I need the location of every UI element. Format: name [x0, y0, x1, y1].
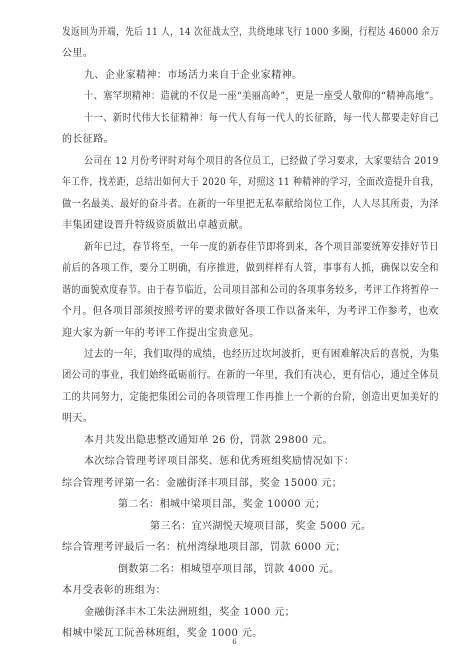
- text-line-19: 明天。: [62, 413, 94, 424]
- text-line-29: 相城中梁瓦工阮善林班组，奖金 1000 元。: [62, 628, 263, 639]
- text-line-10: 丰集团建设晋升特级资质做出卓越贡献。: [62, 220, 250, 231]
- text-line-9: 做一名最美、最好的奋斗者。在新的一年里把无私奉献给岗位工作，人人尽其所责，为泽: [62, 199, 439, 210]
- text-line-15: 迎大家为新一年的考评工作提出宝贵意见。: [62, 328, 260, 339]
- text-line-16: 过去的一年，我们取得的成绩，也经历过坎坷波折，更有困难解决后的喜悦，为集: [84, 349, 440, 360]
- text-line-2: 公里。: [62, 48, 94, 59]
- text-line-1: 发返回为开端，先后 11 人，14 次征战太空，共绕地球飞行 1000 多圈，行程达 46000 余万: [62, 27, 440, 38]
- text-line-14: 个月。但各项目部须按照考评的要求做好各项工作以备来年，为考评工作参考，也欢: [62, 306, 439, 317]
- text-line-23: 第二名：相城中梁项目部，奖金 10000 元；: [118, 499, 326, 510]
- text-line-26: 倒数第二名：相城望亭项目部，罚款 4000 元。: [118, 564, 340, 575]
- text-line-22: 综合管理考评第一名：金融街泽丰项目部，奖金 15000 元；: [62, 478, 343, 489]
- text-line-13: 谐的面貌欢度春节。由于春节临近，公司项目部和公司的各项事务较多，考评工作将暂停一: [62, 285, 439, 296]
- text-line-21: 本次综合管理考评项目部奖、惩和优秀班组奖励情况如下：: [84, 456, 355, 467]
- text-line-3: 九、企业家精神：市场活力来自于企业家精神。: [84, 70, 303, 81]
- text-line-7: 公司在 12 月份考评时对每个项目的各位员工，已经做了学习要求，大家要结合 2019: [84, 156, 439, 167]
- text-line-25: 综合管理考评最后一名：杭州湾绿地项目部，罚款 6000 元；: [62, 542, 346, 553]
- text-line-6: 的长征路。: [62, 134, 114, 145]
- text-line-20: 本月共发出隐患整改通知单 26 份，罚款 29800 元。: [84, 435, 333, 446]
- text-line-28: 金融街泽丰木工朱法洲班组，奖金 1000 元；: [84, 607, 296, 618]
- page-number: 6: [232, 638, 237, 646]
- text-line-18: 工的共同努力，定能把集团公司的各项管理工作再推上一个新的台阶，创造出更加美好的: [62, 392, 439, 403]
- text-line-12: 前后的各项工作，要分工明确，有序推进，做到样样有人管，事事有人抓，确保以安全和: [62, 263, 439, 274]
- text-line-4: 十、塞罕坝精神：造就的不仅是一座“美丽高岭”，更是一座受人敬仰的“精神高地”。: [84, 91, 440, 102]
- text-line-8: 年工作，找差距，总结出如何大于 2020 年，对照这 11 种精神的学习，全面改造提升自我，: [62, 177, 440, 188]
- text-line-11: 新年已过，春节将至，一年一度的新春佳节即将到来，各个项目部要统筹安排好节日: [84, 242, 439, 253]
- text-line-5: 十一、新时代伟大长征精神：每一代人有每一代人的长征路，每一代人都要走好自己: [84, 113, 439, 124]
- text-line-24: 第三名：宜兴湖悦天境项目部，奖金 5000 元。: [150, 521, 372, 532]
- text-line-27: 本月受表彰的班组为：: [62, 585, 166, 596]
- text-line-17: 团公司的事业，我们始终砥砺前行。在新的一年里，我们有决心，更有信心，通过全体员: [62, 370, 439, 381]
